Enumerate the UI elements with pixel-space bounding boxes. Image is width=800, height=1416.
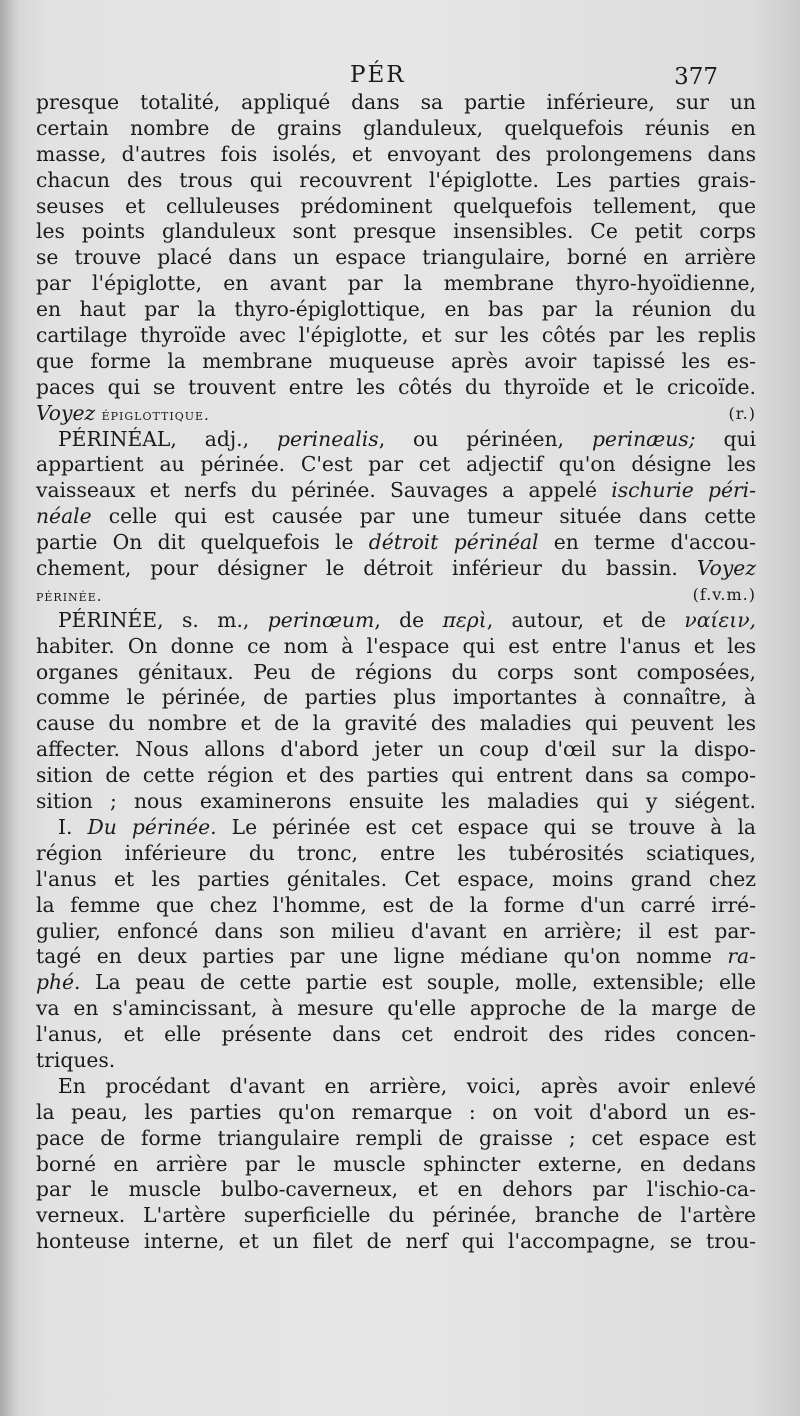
- italic-term: détroit périnéal: [368, 530, 539, 555]
- text-line: se trouve placé dans un espace triangulaire, borné en arrière: [36, 245, 756, 270]
- text-line: certain nombre de grains glanduleux, quelquefois réunis en: [36, 115, 756, 140]
- running-head: PÉR: [350, 62, 406, 88]
- text-fragment: vaisseaux et nerfs du périnée. Sauvages a appelé: [36, 478, 612, 503]
- text-fragment: , de: [374, 607, 443, 632]
- text-line: cause du nombre et de la gravité des maladies qui peuvent les: [36, 711, 756, 736]
- see-also-target: périnée.: [36, 586, 103, 605]
- text-line: En procédant d'avant en arrière, voici, après avoir enlevé: [58, 1073, 756, 1098]
- greek-term: περὶ: [442, 607, 487, 632]
- author-signature: (f.v.m.): [692, 584, 756, 604]
- text-line: l'anus et les parties génitales. Cet espace, moins grand chez: [36, 866, 756, 891]
- text-fragment: qui: [695, 426, 756, 451]
- text-line: honteuse interne, et un filet de nerf qui l'accompagne, se trou-: [36, 1229, 756, 1254]
- page-number: 377: [674, 64, 718, 90]
- see-also-line: [36, 401, 756, 427]
- text-line: borné en arrière par le muscle sphincter externe, en dedans: [36, 1151, 756, 1176]
- text-line: [36, 970, 756, 996]
- text-line: masse, d'autres fois isolés, et envoyant des prolongemens dans: [36, 141, 756, 166]
- text-fragment: , ou périnéen,: [378, 426, 592, 451]
- italic-term: ra-: [727, 944, 756, 969]
- entry-perinee-headline: [36, 608, 756, 634]
- text-fragment: La peau de cette partie est souple, molle, extensible; elle: [80, 970, 756, 995]
- text-fragment: partie On dit quelquefois le: [36, 530, 369, 555]
- text-line: affecter. Nous allons d'abord jeter un coup d'œil sur la dispo-: [36, 737, 756, 762]
- text-line: chacun des trous qui recouvrent l'épiglotte. Les parties grais-: [36, 167, 756, 192]
- body-text: [36, 90, 756, 1255]
- entry-headword: PÉRINÉE, s. m.,: [58, 607, 268, 632]
- text-fragment: en terme d'accou-: [538, 530, 756, 555]
- italic-term: phé.: [36, 970, 81, 995]
- latin-term: perinæus;: [591, 426, 696, 451]
- text-line: va en s'amincissant, à mesure qu'elle approche de la marge de: [36, 996, 756, 1021]
- text-line: seuses et celluleuses prédominent quelquefois tellement, que: [36, 193, 756, 218]
- italic-term: ischurie péri-: [611, 478, 756, 503]
- text-line: presque totalité, appliqué dans sa partie inférieure, sur un: [36, 90, 756, 114]
- text-line: sition de cette région et des parties qui entrent dans sa compo-: [36, 763, 756, 788]
- text-line: [36, 478, 756, 504]
- text-line: [36, 556, 756, 582]
- text-line: pace de forme triangulaire rempli de graisse ; cet espace est: [36, 1125, 756, 1150]
- see-also-label: Voyez: [696, 556, 756, 581]
- italic-term: néale: [36, 504, 92, 529]
- text-line: comme le périnée, de parties plus importantes à connaître, à: [36, 685, 756, 710]
- entry-headword: PÉRINÉAL, adj.,: [58, 426, 277, 451]
- text-line: paces qui se trouvent entre les côtés du thyroïde et le cricoïde.: [36, 374, 756, 399]
- entry-perineal-headline: [36, 427, 756, 453]
- see-also-line: [36, 582, 756, 608]
- text-line: [36, 530, 756, 556]
- latin-term: perinœum: [267, 607, 375, 632]
- text-line: triques.: [36, 1047, 116, 1072]
- text-line: [36, 504, 756, 530]
- text-line: appartient au périnée. C'est par cet adjectif qu'on désigne les: [36, 452, 756, 477]
- text-line: région inférieure du tronc, entre les tubérosités sciatiques,: [36, 840, 756, 865]
- text-line: par l'épiglotte, en avant par la membrane thyro-hyoïdienne,: [36, 271, 756, 296]
- text-line: sition ; nous examinerons ensuite les maladies qui y siégent.: [36, 789, 756, 814]
- text-line: en haut par la thyro-épiglottique, en bas par la réunion du: [36, 297, 756, 322]
- text-line: cartilage thyroïde avec l'épiglotte, et sur les côtés par les replis: [36, 323, 756, 348]
- text-fragment: celle qui est causée par une tumeur située dans cette: [91, 504, 756, 529]
- text-line: la femme que chez l'homme, est de la forme d'un carré irré-: [36, 892, 756, 917]
- text-line: habiter. On donne ce nom à l'espace qui est entre l'anus et les: [36, 633, 756, 658]
- see-also-target: épiglottique.: [101, 405, 210, 424]
- text-line: les points glanduleux sont presque insensibles. Ce petit corps: [36, 219, 756, 244]
- text-line: gulier, enfoncé dans son milieu d'avant en arrière; il est par-: [36, 918, 756, 943]
- text-line: organes génitaux. Peu de régions du corps sont composées,: [36, 659, 756, 684]
- section-heading-line: [36, 815, 756, 841]
- greek-term: ναίειν,: [684, 607, 756, 632]
- text-line: verneux. L'artère superficielle du périnée, branche de l'artère: [36, 1203, 756, 1228]
- text-fragment: tagé en deux parties par une ligne médiane qu'on nomme: [36, 944, 728, 969]
- text-fragment: Le périnée est cet espace qui se trouve à la: [216, 814, 756, 839]
- text-line: par le muscle bulbo-caverneux, et en dehors par l'ischio-ca-: [36, 1177, 756, 1202]
- text-line: que forme la membrane muqueuse après avoir tapissé les es-: [36, 348, 756, 373]
- text-line: l'anus, et elle présente dans cet endroit des rides concen-: [36, 1022, 756, 1047]
- page-gutter-shadow: [0, 0, 18, 1416]
- text-line: la peau, les parties qu'on remarque : on voit d'abord un es-: [36, 1099, 756, 1124]
- author-signature: (r.): [728, 403, 756, 423]
- text-fragment: chement, pour désigner le détroit inférieur du bassin.: [36, 556, 697, 581]
- text-line: [36, 944, 756, 970]
- see-also-label: Voyez: [36, 400, 96, 425]
- section-number: I.: [58, 814, 88, 839]
- latin-term: perinealis: [276, 426, 379, 451]
- text-fragment: , autour, et de: [486, 607, 685, 632]
- section-title: Du périnée.: [87, 814, 217, 839]
